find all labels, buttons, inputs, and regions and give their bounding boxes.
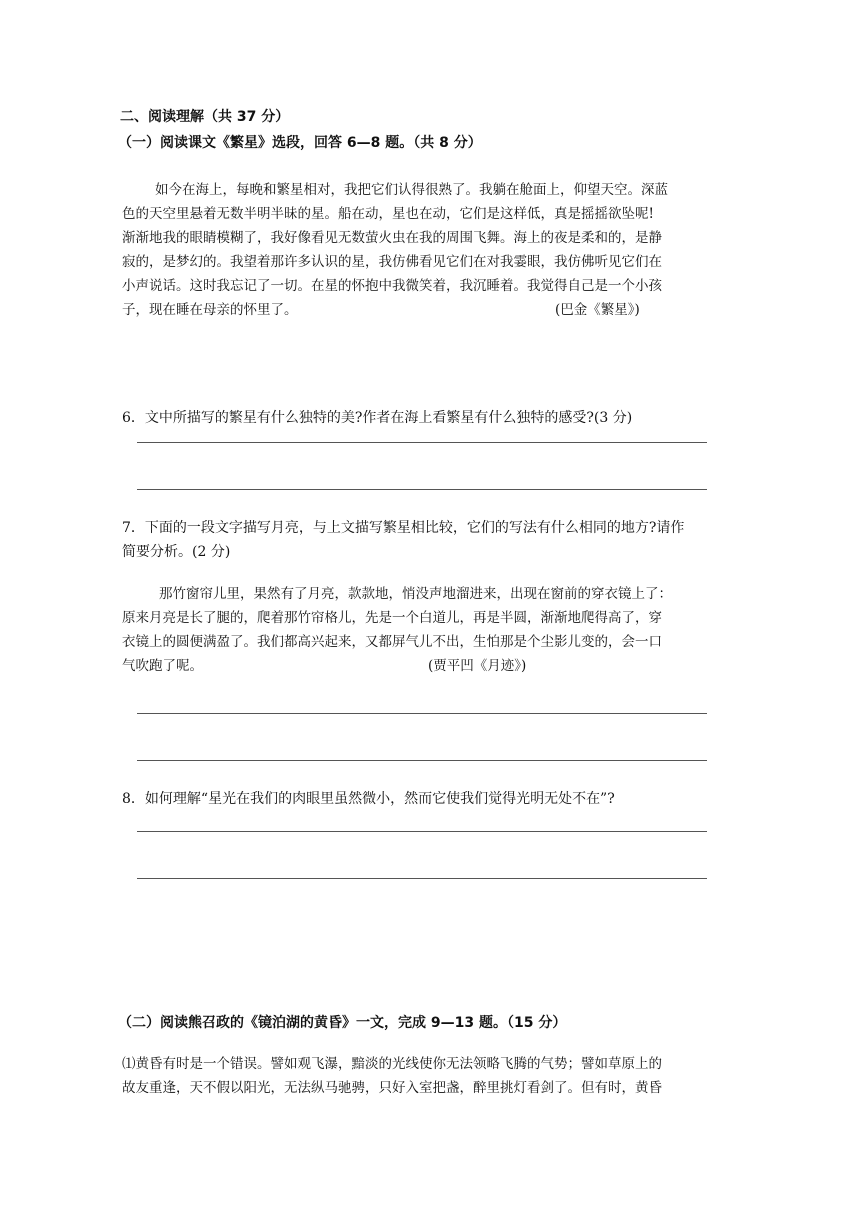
answer-line: [137, 442, 707, 443]
answer-line: [137, 489, 707, 490]
part2-heading: （二）阅读熊召政的《镜泊湖的黄昏》一文，完成 9—13 题。（15 分）: [118, 1015, 567, 1031]
passage-line: 故友重逢，天不假以阳光，无法纵马驰骋，只好入室把盏，醉里挑灯看剑了。但有时，黄昏: [122, 1080, 662, 1096]
question-7-line2: 简要分析。(2 分): [122, 544, 231, 560]
answer-line: [137, 760, 707, 761]
question-8: 8．如何理解“星光在我们的肉眼里虽然微小，然而它使我们觉得光明无处不在”?: [122, 791, 615, 807]
passage-line: 色的天空里悬着无数半明半昧的星。船在动，星也在动，它们是这样低，真是摇摇欲坠呢!: [122, 206, 654, 222]
passage-line: 那竹窗帘儿里，果然有了月亮，款款地，悄没声地溜进来，出现在窗前的穿衣镜上了：: [159, 586, 672, 602]
answer-line: [137, 831, 707, 832]
passage-line: 衣镜上的圆便满盈了。我们都高兴起来，又都屏气儿不出，生怕那是个尘影儿变的，会一口: [122, 634, 662, 650]
answer-line: [137, 713, 707, 714]
passage-line: 寂的，是梦幻的。我望着那许多认识的星，我仿佛看见它们在对我霎眼，我仿佛听见它们在: [122, 254, 662, 270]
question-7-line1: 7．下面的一段文字描写月亮，与上文描写繁星相比较，它们的写法有什么相同的地方?请作: [122, 520, 685, 536]
passage-line: 气吹跑了呢。: [122, 658, 203, 674]
passage-source: (巴金《繁星》): [555, 302, 640, 318]
passage-source: (贾平凹《月迹》): [428, 658, 527, 674]
question-6: 6．文中所描写的繁星有什么独特的美?作者在海上看繁星有什么独特的感受?(3 分): [122, 410, 633, 426]
passage-line: 子，现在睡在母亲的怀里了。: [122, 302, 298, 318]
passage-line: ⑴黄昏有时是一个错误。譬如观飞瀑，黯淡的光线使你无法领略飞腾的气势；譬如草原上的: [122, 1056, 662, 1072]
section-title: 二、阅读理解（共 37 分）: [120, 109, 290, 125]
passage-line: 原来月亮是长了腿的，爬着那竹帘格儿，先是一个白道儿，再是半圆，渐渐地爬得高了，穿: [122, 610, 662, 626]
passage-jingpohu: [122, 1052, 662, 1100]
part1-heading: （一）阅读课文《繁星》选段，回答 6—8 题。（共 8 分）: [118, 135, 482, 151]
passage-line: 如今在海上，每晚和繁星相对，我把它们认得很熟了。我躺在舱面上，仰望天空。深蓝: [155, 182, 668, 198]
passage-line: 渐渐地我的眼睛模糊了，我好像看见无数萤火虫在我的周围飞舞。海上的夜是柔和的，是静: [122, 230, 662, 246]
passage-line: 小声说话。这时我忘记了一切。在星的怀抱中我微笑着，我沉睡着。我觉得自己是一个小孩: [122, 278, 662, 294]
passage-yueji: [122, 582, 672, 678]
answer-line: [137, 878, 707, 879]
